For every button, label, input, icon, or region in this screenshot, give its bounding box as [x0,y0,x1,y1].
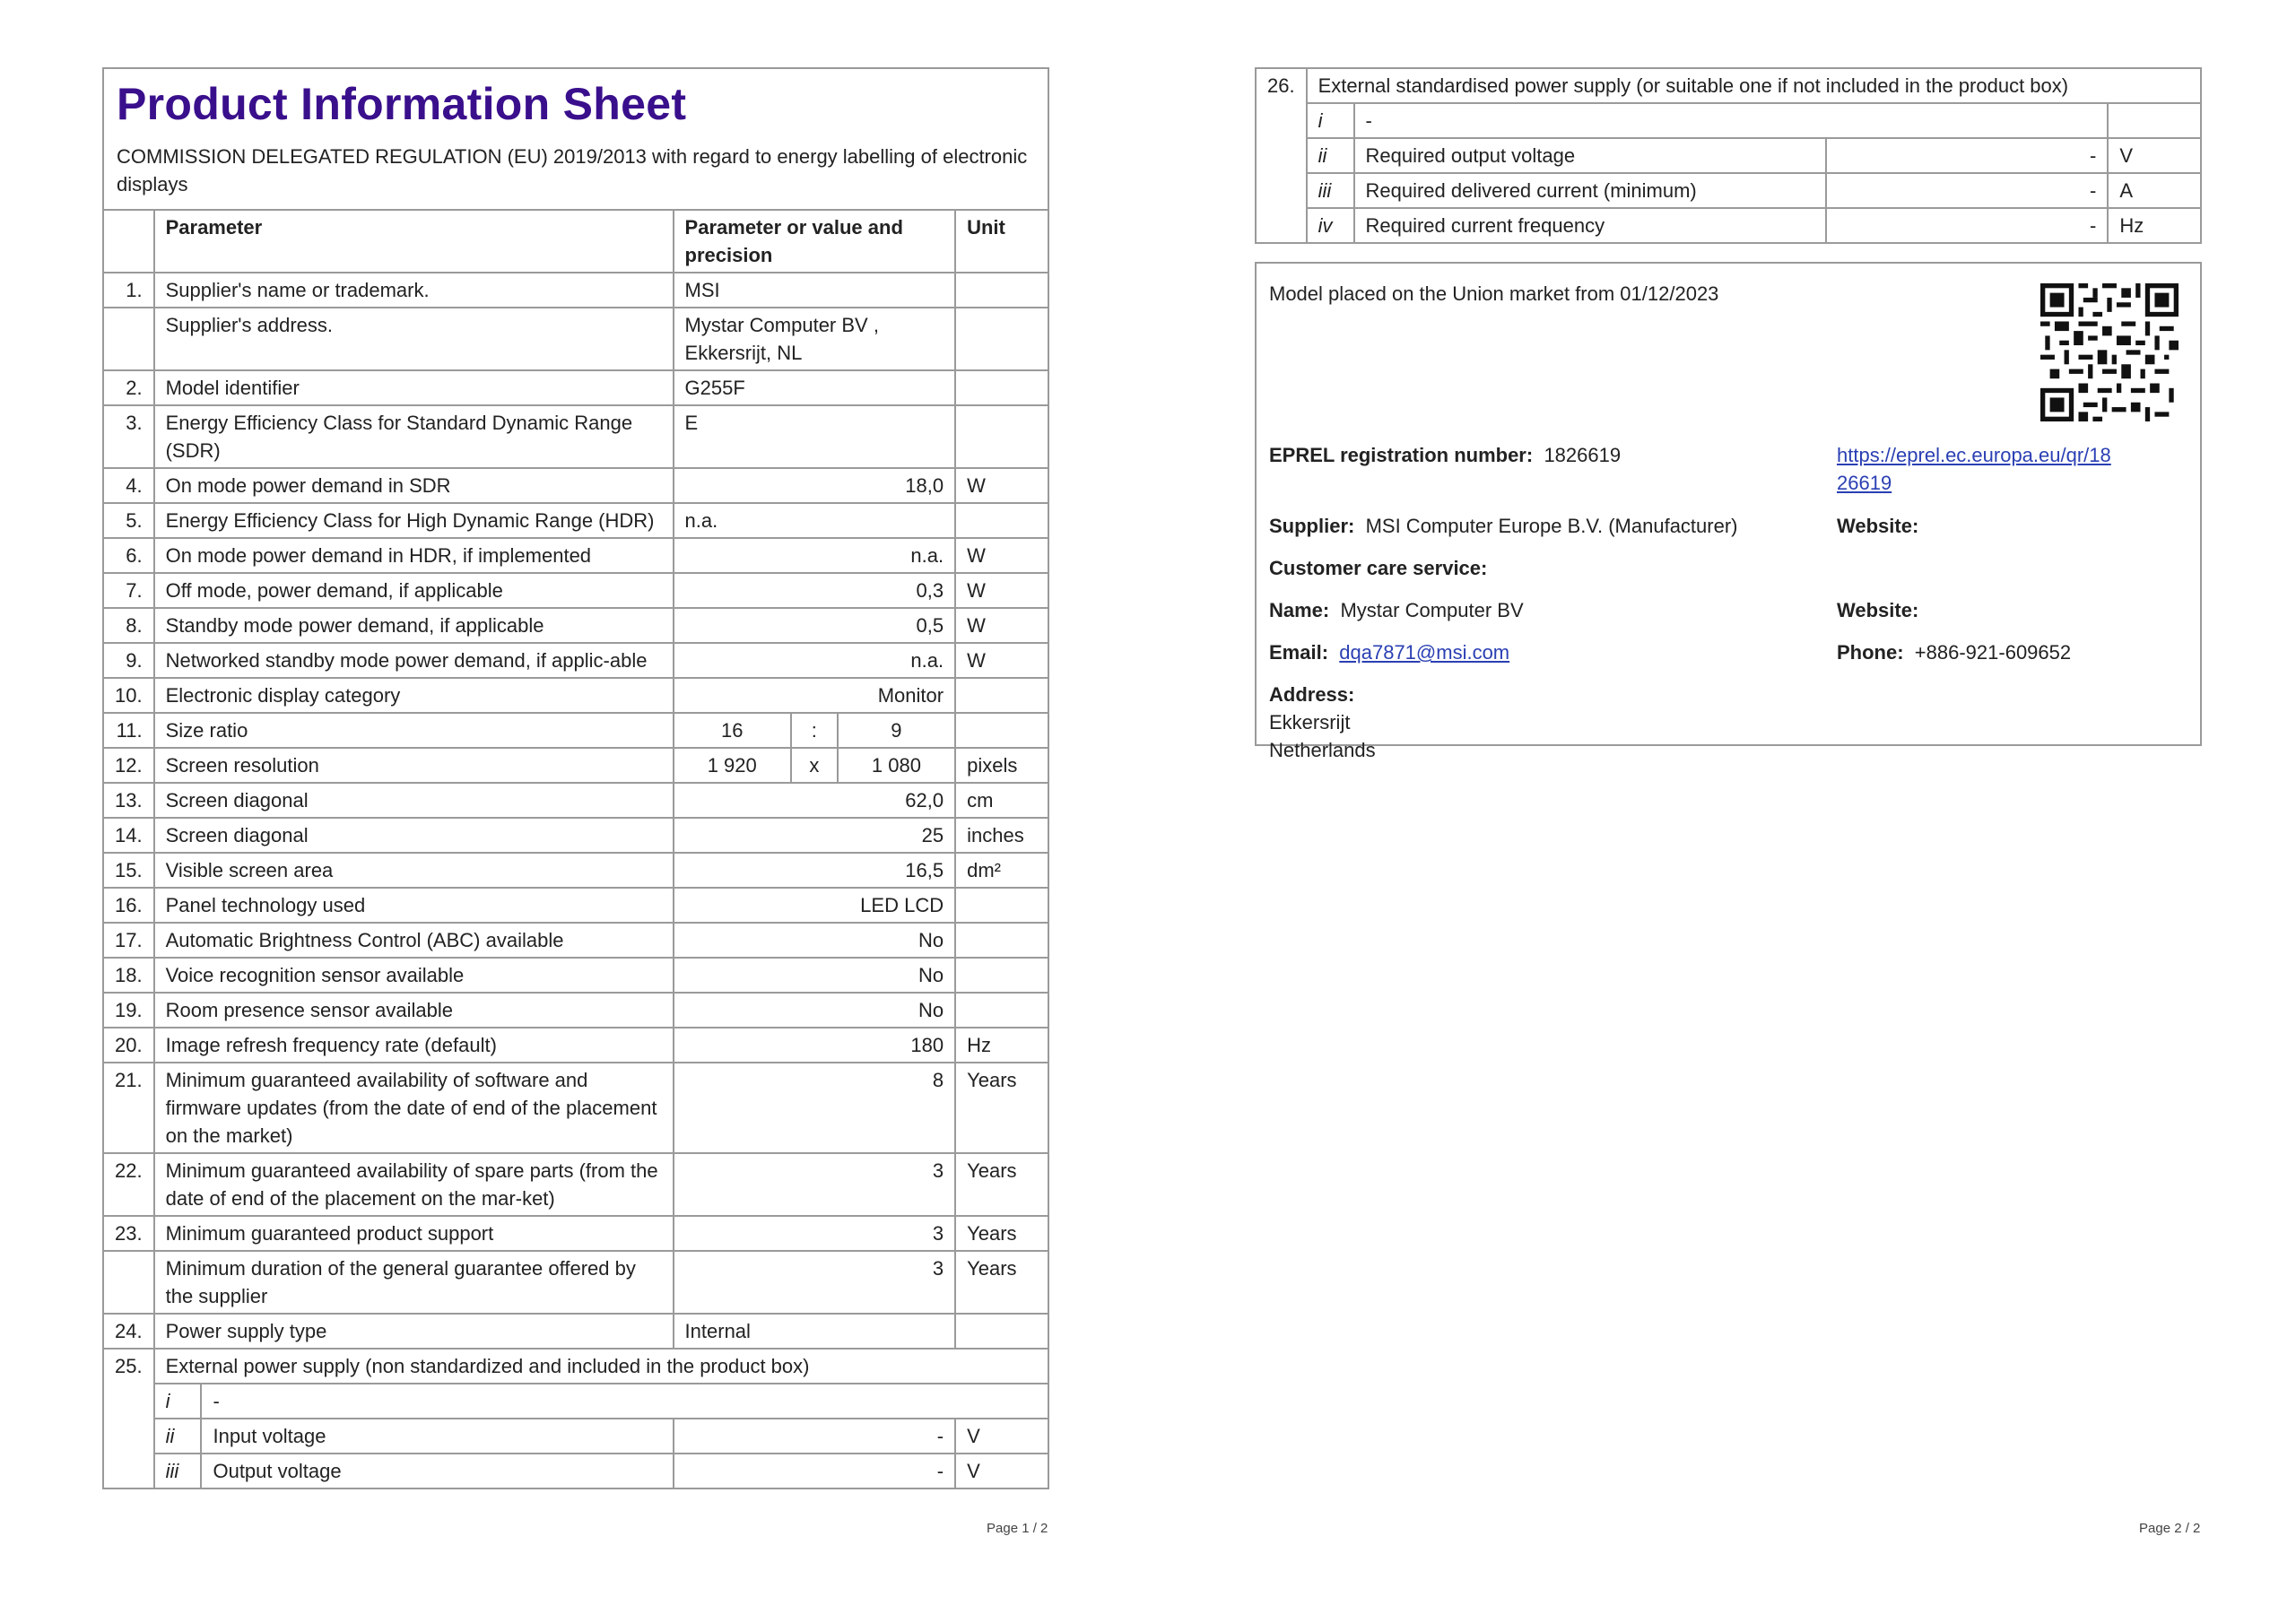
page-1 [102,67,1049,1489]
header-unit: Unit [955,210,1048,273]
website-label: Website: [1837,515,1919,537]
header-parameter: Parameter [154,210,674,273]
table-row: 7. Off mode, power demand, if applicable 0,3 W [103,573,1048,608]
table-row: i - [103,1384,1048,1419]
table-row: 14. Screen diagonal 25 inches [103,818,1048,853]
table-row: iii Output voltage - V [103,1454,1048,1488]
external-psu-table [1255,67,2202,244]
table-row: ii Input voltage - V [103,1419,1048,1454]
eprel-number: 1826619 [1544,444,1622,466]
table-row: 20. Image refresh frequency rate (default) 180 Hz [103,1028,1048,1063]
table-row: 13. Screen diagonal 62,0 cm [103,783,1048,818]
table-header-row [103,210,1048,273]
table-row: 15. Visible screen area 16,5 dm² [103,853,1048,888]
table-row: 16. Panel technology used LED LCD [103,888,1048,923]
table-row: 22. Minimum guaranteed availability of spare parts (from the date of end of the placement on the mar-ket) 3 Years [103,1153,1048,1216]
qr-code-icon[interactable] [2040,283,2179,421]
website-label-2: Website: [1837,599,1919,621]
table-row: Minimum duration of the general guarantee offered by the supplier 3 Years [103,1251,1048,1314]
email-row: Email: dqa7871@msi.com [1269,641,1510,664]
table-row: iv Required current frequency - Hz [1256,208,2201,243]
name-row: Name: Mystar Computer BV [1269,599,1524,621]
table-row: 2. Model identifier G255F [103,370,1048,405]
table-row: 23. Minimum guaranteed product support 3 Years [103,1216,1048,1251]
table-row: iii Required delivered current (minimum) - A [1256,173,2201,208]
market-date: Model placed on the Union market from 01/12/2023 [1269,282,1719,305]
email-link[interactable]: dqa7871@msi.com [1339,641,1510,664]
supplier-row: Supplier: MSI Computer Europe B.V. (Manufacturer) [1269,515,1738,537]
eprel-link[interactable]: https://eprel.ec.europa.eu/qr/18 26619 [1837,444,2111,494]
table-row: 24. Power supply type Internal [103,1314,1048,1349]
customer-care-heading: Customer care service: [1269,557,1488,579]
table-row: 18. Voice recognition sensor available No [103,958,1048,993]
page-title: Product Information Sheet [117,79,687,129]
page-2 [1255,67,2202,761]
table-row: 1. Supplier's name or trademark. MSI [103,273,1048,308]
table-row: ii Required output voltage - V [1256,138,2201,173]
table-row: 19. Room presence sensor available No [103,993,1048,1028]
table-row: 10. Electronic display category Monitor [103,678,1048,713]
regulation-subtitle: COMMISSION DELEGATED REGULATION (EU) 2019/2013 with regard to energy labelling of electronic displays [117,145,1028,195]
table-row: Supplier's address. Mystar Computer BV , Ekkersrijt, NL [103,308,1048,370]
supplier-info-box [1255,262,2202,761]
name-value: Mystar Computer BV [1340,599,1524,621]
header-box [102,67,1049,209]
table-row: i - [1256,103,2201,138]
eprel-row: EPREL registration number: 1826619 [1269,444,1622,466]
supplier-value: MSI Computer Europe B.V. (Manufacturer) [1365,515,1738,537]
table-row: 12. Screen resolution 1 920 x 1 080 pixels [103,748,1048,783]
page-number-2: Page 2 / 2 [2139,1521,2201,1536]
table-row: 25. External power supply (non standardized and included in the product box) [103,1349,1048,1384]
table-row: 8. Standby mode power demand, if applicable 0,5 W [103,608,1048,643]
table-row: 11. Size ratio 16 : 9 [103,713,1048,748]
table-row: 9. Networked standby mode power demand, if applic-able n.a. W [103,643,1048,678]
table-row: 3. Energy Efficiency Class for Standard Dynamic Range (SDR) E [103,405,1048,468]
header-value: Parameter or value and precision [674,210,956,273]
phone-value: +886-921-609652 [1914,641,2072,664]
table-row: 17. Automatic Brightness Control (ABC) available No [103,923,1048,958]
table-row: 5. Energy Efficiency Class for High Dynamic Range (HDR) n.a. [103,503,1048,538]
phone-row: Phone: +886-921-609652 [1837,641,2072,664]
table-row: 4. On mode power demand in SDR 18,0 W [103,468,1048,503]
table-row: 21. Minimum guaranteed availability of software and firmware updates (from the date of end of the placement on the market) 8 Years [103,1063,1048,1153]
table-row: 6. On mode power demand in HDR, if implemented n.a. W [103,538,1048,573]
parameter-table [102,209,1049,1489]
page-number-1: Page 1 / 2 [987,1521,1048,1536]
table-row: 26. External standardised power supply (or suitable one if not included in the product box) [1256,68,2201,103]
address-block: Address: Ekkersrijt Netherlands [1269,683,1376,761]
